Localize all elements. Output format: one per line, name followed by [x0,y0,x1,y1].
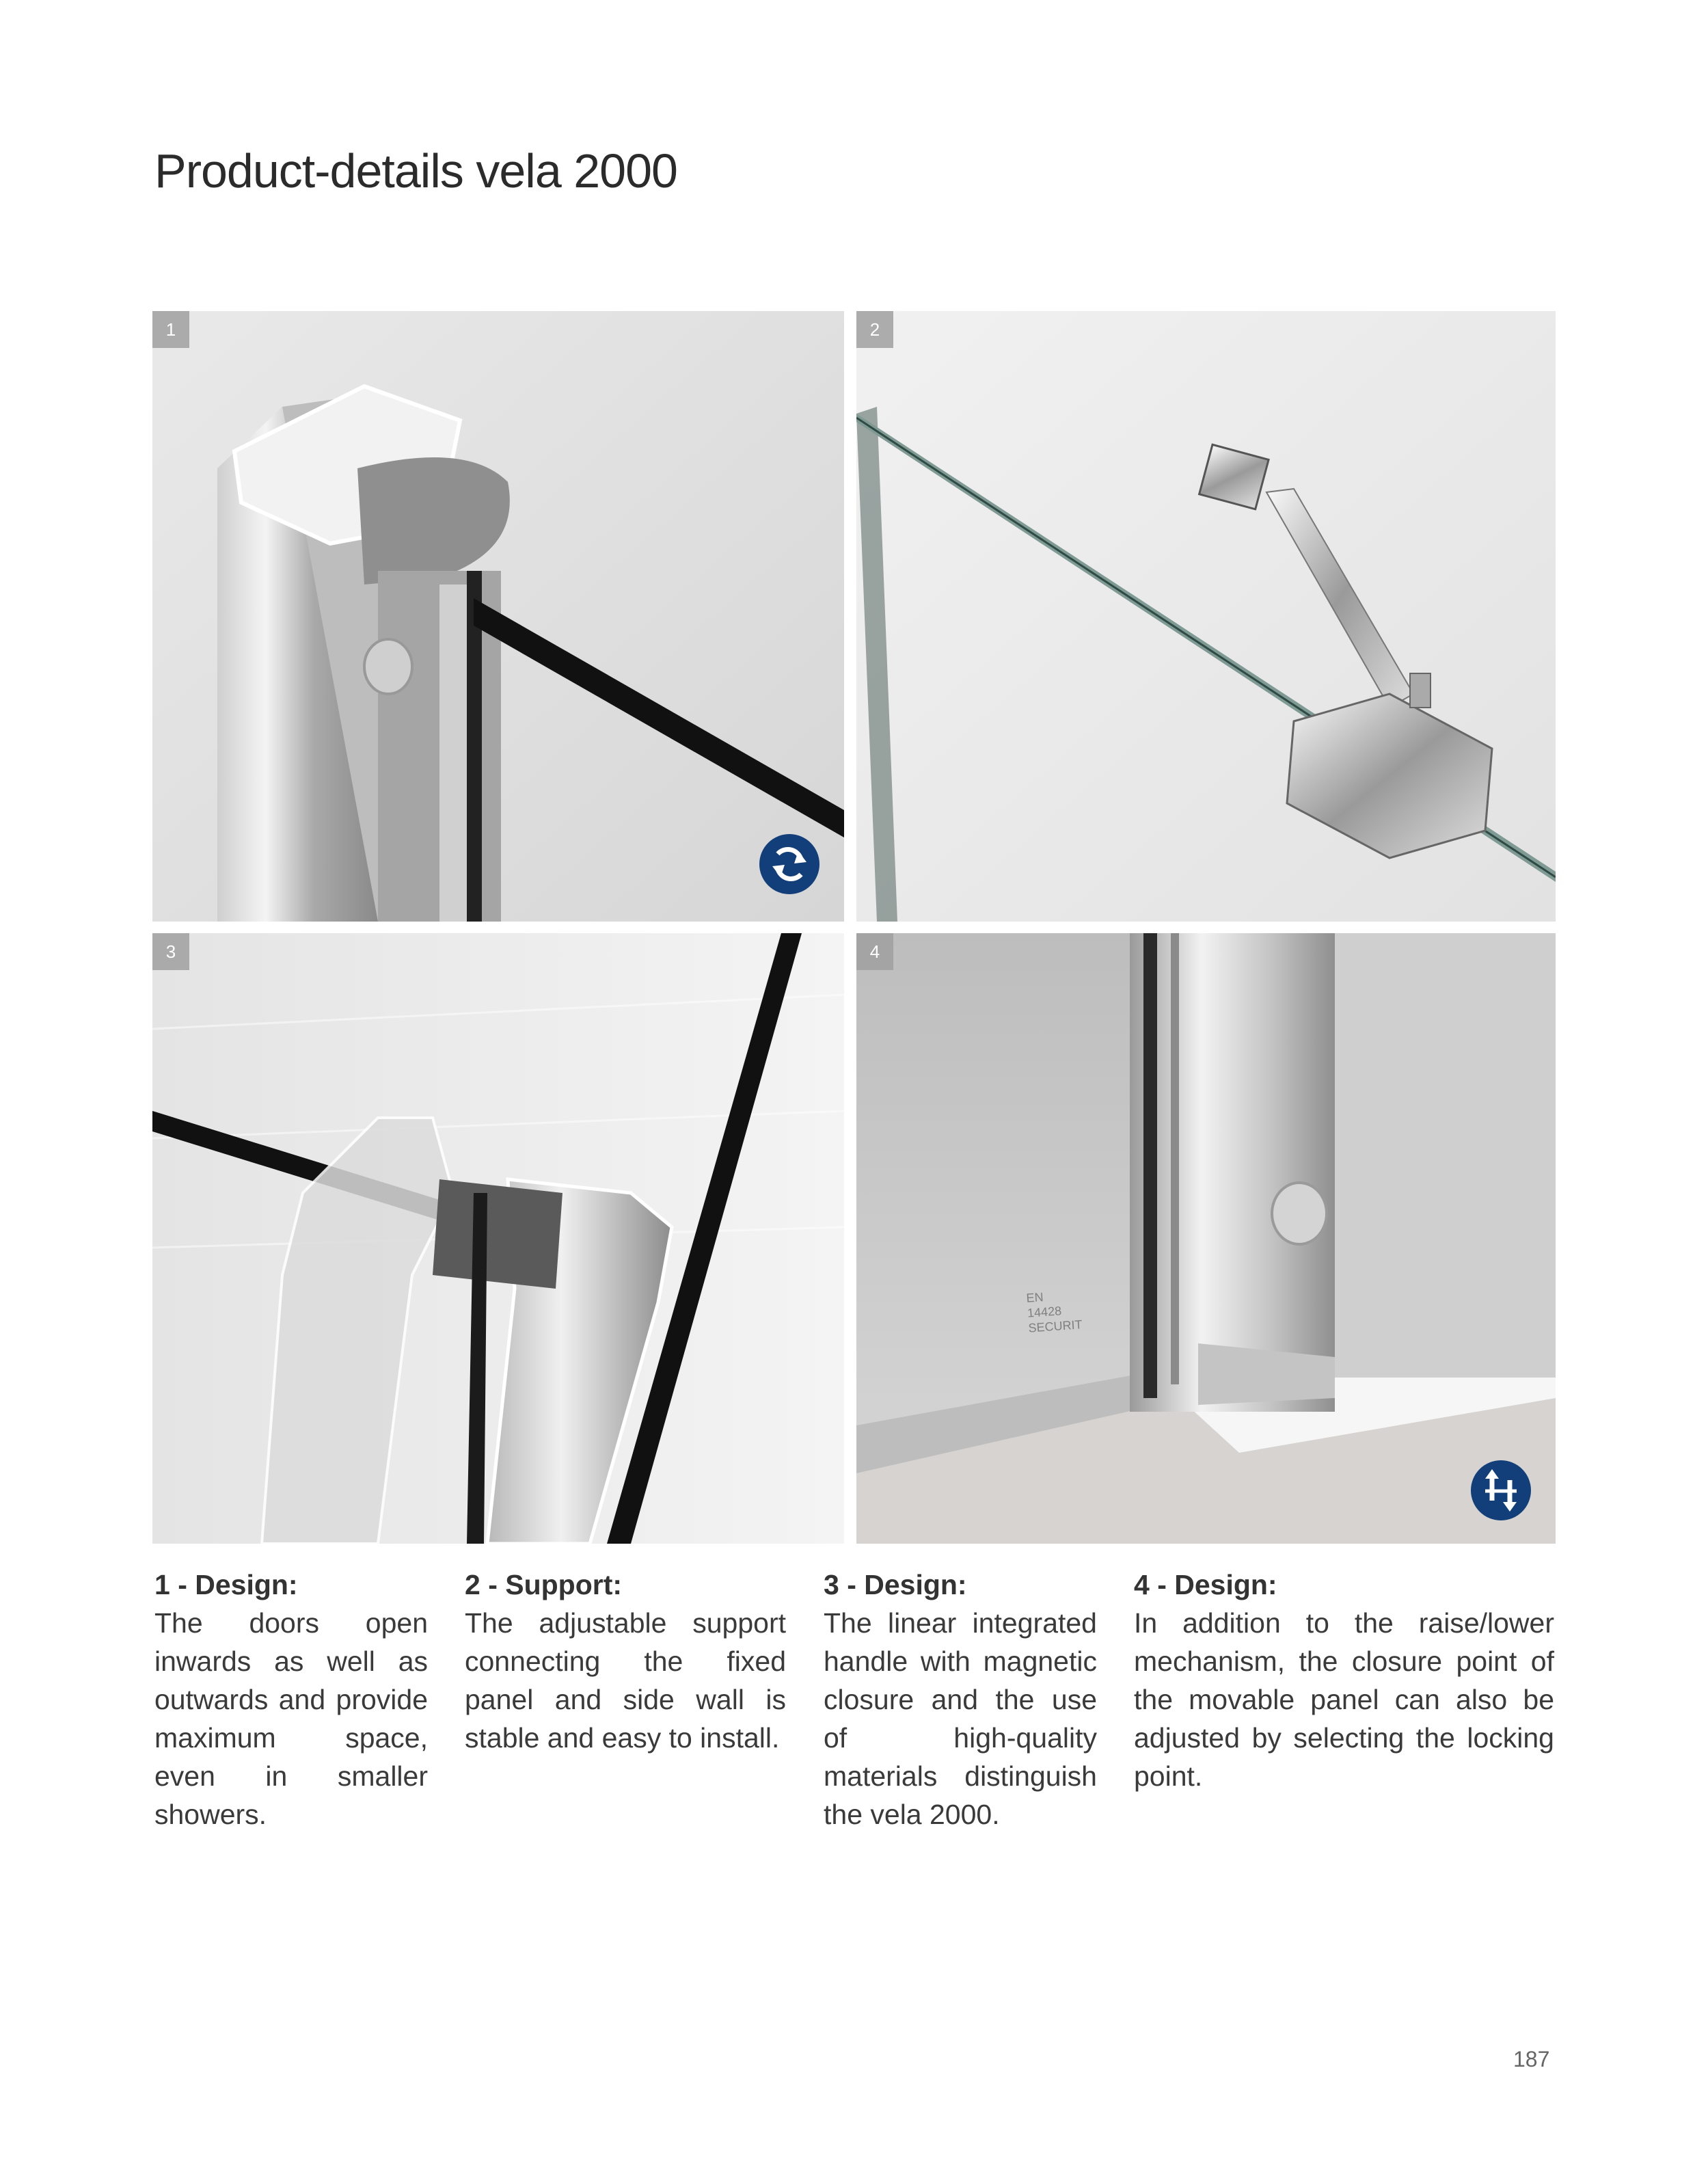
raise-lower-icon [1470,1460,1532,1521]
page-title: Product-details vela 2000 [154,144,677,198]
support-arm-illustration [856,311,1556,922]
caption-heading: 2 - Support: [465,1569,623,1600]
caption-text: The linear integrated handle with magnetic closure and the use of high-quality materials distinguish the vela 2000. [824,1607,1097,1830]
glass-inscription: EN 14428 SECURIT [1025,1290,1083,1335]
photo-support-arm [856,311,1556,922]
handle-profile-illustration [152,933,844,1544]
caption-heading: 3 - Design: [824,1569,967,1600]
photo-number-badge: 3 [152,933,189,970]
caption-support-2 [465,1566,786,1757]
photo-number-badge: 1 [152,311,189,348]
caption-text: The doors open inwards as well as outwards and provide maximum space, even in smaller showers. [154,1607,428,1830]
photo-number-badge: 4 [856,933,893,970]
lower-hinge-illustration [856,933,1556,1544]
caption-design-3 [824,1566,1097,1834]
photo-hinge-detail [152,311,844,922]
photo-handle-profile [152,933,844,1544]
caption-heading: 1 - Design: [154,1569,298,1600]
caption-text: The adjustable support connecting the fixed panel and side wall is stable and easy to install. [465,1607,786,1754]
caption-text: In addition to the raise/lower mechanism, the closure point of the movable panel can also be adjusted by selecting the locking point. [1134,1607,1554,1792]
caption-design-1 [154,1566,428,1834]
caption-heading: 4 - Design: [1134,1569,1277,1600]
rotate-door-icon [759,833,820,895]
hinge-illustration [152,311,844,922]
photo-lower-hinge [856,933,1556,1544]
photo-number-badge: 2 [856,311,893,348]
caption-design-4 [1134,1566,1554,1795]
page-number: 187 [1513,2047,1550,2071]
